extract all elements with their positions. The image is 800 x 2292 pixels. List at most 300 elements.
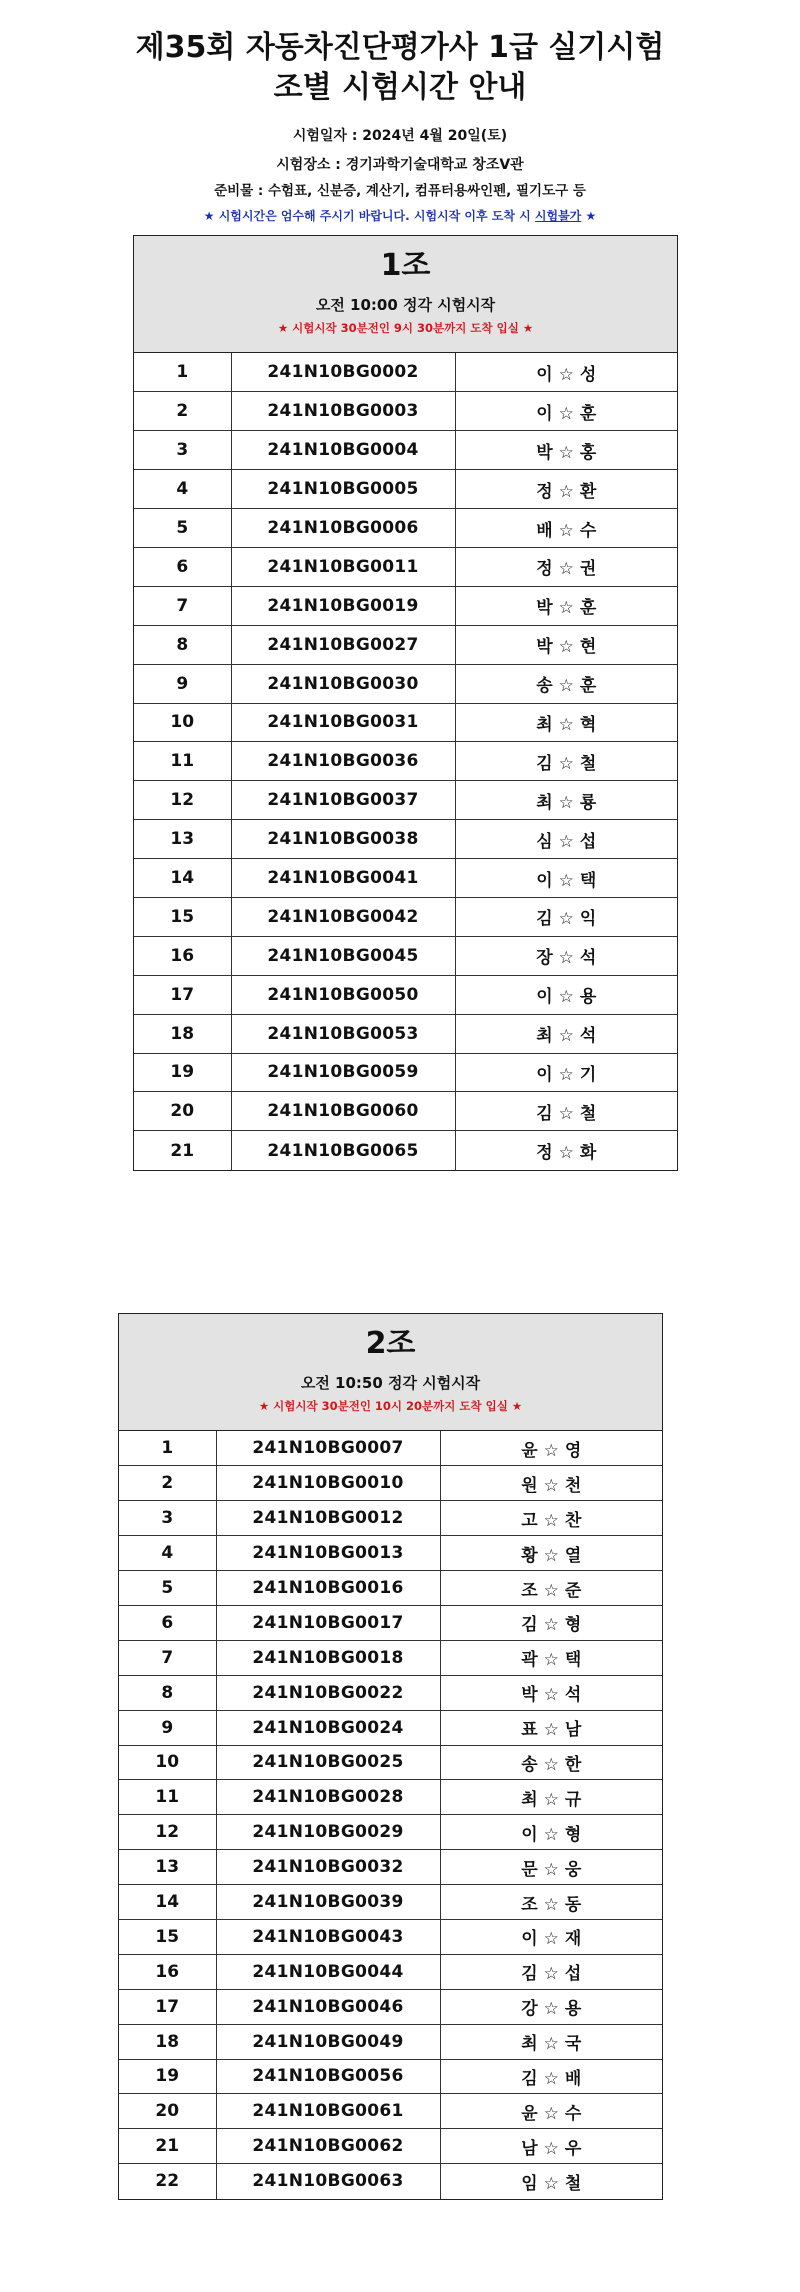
surname: 조: [521, 1580, 538, 1601]
star-icon: ☆: [558, 442, 574, 463]
table-row: [119, 1989, 662, 2024]
surname: 윤: [521, 1440, 538, 1461]
row-number: 7: [134, 586, 231, 625]
star-icon: ☆: [558, 676, 574, 697]
candidate-name: [455, 859, 677, 898]
star-icon: ☆: [558, 753, 574, 774]
candidate-name: [440, 1571, 662, 1606]
candidate-name: [455, 509, 677, 548]
surname: 최: [536, 1026, 553, 1047]
given-name: 용: [564, 1999, 582, 2020]
exam-id: 241N10BG0044: [216, 1954, 440, 1989]
given-name: 동: [564, 1894, 582, 1915]
row-number: 12: [134, 781, 231, 820]
candidate-name: [440, 2094, 662, 2129]
table-row: [119, 1605, 662, 1640]
exam-id: 241N10BG0038: [231, 820, 455, 859]
surname: 최: [521, 2034, 538, 2055]
star-icon: ☆: [558, 870, 574, 891]
surname: 이: [536, 870, 553, 891]
table-row: [119, 2059, 662, 2094]
star-icon: ☆: [543, 1510, 559, 1531]
given-name: 수: [564, 2103, 582, 2124]
star-icon: ☆: [558, 1143, 574, 1163]
punctuality-notice: [0, 207, 800, 225]
surname: 김: [521, 1615, 538, 1636]
star-icon: ☆: [558, 637, 574, 658]
table-row: [134, 1053, 677, 1092]
table-row: [134, 509, 677, 548]
table-row: [134, 742, 677, 781]
row-number: 11: [119, 1780, 216, 1815]
surname: 김: [536, 753, 553, 774]
exam-date: 시험일자 : 2024년 4월 20일(토): [292, 128, 508, 144]
candidate-name: [455, 1131, 677, 1170]
given-name: 익: [579, 909, 597, 930]
exam-id: 241N10BG0013: [216, 1536, 440, 1571]
table-row: [119, 1780, 662, 1815]
given-name: 재: [564, 1929, 582, 1950]
group-header: [134, 236, 677, 353]
row-number: 6: [134, 547, 231, 586]
given-name: 영: [564, 1440, 582, 1461]
star-icon: ☆: [543, 1999, 559, 2020]
star-icon: ☆: [558, 831, 574, 852]
exam-id: 241N10BG0036: [231, 742, 455, 781]
surname: 원: [521, 1475, 538, 1496]
star-icon: ☆: [558, 1103, 574, 1124]
given-name: 기: [579, 1064, 597, 1085]
row-number: 20: [119, 2094, 216, 2129]
candidate-name: [440, 1640, 662, 1675]
exam-id: 241N10BG0037: [231, 781, 455, 820]
table-row: [134, 1131, 677, 1170]
exam-id: 241N10BG0011: [231, 547, 455, 586]
star-icon: ☆: [543, 2138, 559, 2159]
table-row: [119, 2164, 662, 2199]
star-icon: ☆: [543, 1615, 559, 1636]
table-row: [119, 1885, 662, 1920]
given-name: 화: [579, 1143, 597, 1163]
exam-id: 241N10BG0002: [231, 353, 455, 392]
surname: 강: [521, 1999, 538, 2020]
exam-id: 241N10BG0017: [216, 1605, 440, 1640]
roster-table: [119, 1431, 662, 2199]
surname: 최: [536, 714, 553, 735]
table-row: [134, 547, 677, 586]
surname: 최: [521, 1789, 538, 1810]
candidate-name: [440, 2059, 662, 2094]
exam-id: 241N10BG0022: [216, 1675, 440, 1710]
star-icon: ☆: [543, 1475, 559, 1496]
given-name: 룡: [579, 792, 597, 813]
star-icon: ☆: [543, 2103, 559, 2124]
candidate-name: [440, 1989, 662, 2024]
surname: 이: [536, 403, 553, 424]
row-number: 1: [134, 353, 231, 392]
given-name: 찬: [564, 1510, 582, 1531]
exam-id: 241N10BG0032: [216, 1850, 440, 1885]
given-name: 훈: [579, 403, 597, 424]
star-icon: ☆: [558, 987, 574, 1008]
exam-id: 241N10BG0004: [231, 431, 455, 470]
document-subtitle: 조별 시험시간 안내: [273, 70, 527, 105]
row-number: 3: [119, 1501, 216, 1536]
candidate-name: [440, 1745, 662, 1780]
table-row: [134, 392, 677, 431]
exam-id: 241N10BG0028: [216, 1780, 440, 1815]
table-row: [119, 1745, 662, 1780]
surname: 문: [521, 1859, 538, 1880]
candidate-name: [455, 586, 677, 625]
table-row: [119, 1536, 662, 1571]
table-row: [134, 353, 677, 392]
exam-id: 241N10BG0061: [216, 2094, 440, 2129]
candidate-name: [455, 897, 677, 936]
candidate-name: [440, 1501, 662, 1536]
exam-id: 241N10BG0030: [231, 664, 455, 703]
given-name: 용: [579, 987, 597, 1008]
given-name: 홍: [579, 442, 597, 463]
surname: 김: [521, 1964, 538, 1985]
row-number: 21: [119, 2129, 216, 2164]
given-name: 배: [564, 2068, 582, 2089]
star-icon: ☆: [558, 1026, 574, 1047]
star-icon: ☆: [543, 1964, 559, 1985]
row-number: 22: [119, 2164, 216, 2199]
star-icon: ☆: [558, 364, 574, 385]
exam-id: 241N10BG0024: [216, 1710, 440, 1745]
exam-id: 241N10BG0039: [216, 1885, 440, 1920]
given-name: 천: [564, 1475, 582, 1496]
exam-id: 241N10BG0065: [231, 1131, 455, 1170]
surname: 황: [521, 1545, 538, 1566]
table-row: [134, 936, 677, 975]
candidate-name: [440, 1710, 662, 1745]
star-icon: ☆: [558, 520, 574, 541]
star-icon: ☆: [543, 1650, 559, 1671]
row-number: 4: [134, 470, 231, 509]
table-row: [119, 2129, 662, 2164]
row-number: 11: [134, 742, 231, 781]
given-name: 웅: [564, 1859, 582, 1880]
surname: 윤: [521, 2103, 538, 2124]
candidate-name: [440, 1954, 662, 1989]
exam-id: 241N10BG0060: [231, 1092, 455, 1131]
surname: 최: [536, 792, 553, 813]
star-icon: ☆: [543, 1440, 559, 1461]
surname: 송: [536, 676, 553, 697]
star-icon: ☆: [543, 2068, 559, 2089]
given-name: 철: [579, 1103, 597, 1124]
table-row: [134, 431, 677, 470]
surname: 이: [536, 1064, 553, 1085]
surname: 김: [536, 1103, 553, 1124]
row-number: 7: [119, 1640, 216, 1675]
candidate-name: [440, 1466, 662, 1501]
table-row: [134, 625, 677, 664]
star-icon: ☆: [543, 1580, 559, 1601]
row-number: 8: [134, 625, 231, 664]
row-number: 19: [119, 2059, 216, 2094]
row-number: 4: [119, 1536, 216, 1571]
candidate-name: [455, 547, 677, 586]
candidate-name: [440, 1815, 662, 1850]
star-icon: ☆: [543, 1789, 559, 1810]
candidate-name: [440, 2129, 662, 2164]
row-number: 5: [119, 1571, 216, 1606]
table-row: [119, 1466, 662, 1501]
star-icon: ☆: [558, 598, 574, 619]
exam-id: 241N10BG0042: [231, 897, 455, 936]
exam-id: 241N10BG0016: [216, 1571, 440, 1606]
star-icon: ☆: [543, 1824, 559, 1845]
row-number: 13: [119, 1850, 216, 1885]
given-name: 국: [564, 2034, 582, 2055]
document-title: 제35회 자동차진단평가사 1급 실기시험: [135, 30, 665, 65]
given-name: 한: [564, 1754, 582, 1775]
given-name: 섭: [564, 1964, 582, 1985]
notice-suffix: ★: [581, 209, 597, 223]
candidate-name: [455, 392, 677, 431]
star-icon: ☆: [543, 1754, 559, 1775]
table-row: [134, 859, 677, 898]
table-row: [134, 781, 677, 820]
candidate-name: [440, 2164, 662, 2199]
row-number: 2: [134, 392, 231, 431]
exam-id: 241N10BG0053: [231, 1014, 455, 1053]
given-name: 택: [579, 870, 597, 891]
given-name: 혁: [579, 714, 597, 735]
candidate-name: [455, 1053, 677, 1092]
table-row: [134, 897, 677, 936]
table-row: [134, 703, 677, 742]
exam-id: 241N10BG0027: [231, 625, 455, 664]
candidate-name: [455, 703, 677, 742]
candidate-name: [440, 1675, 662, 1710]
given-name: 석: [564, 1685, 582, 1706]
exam-id: 241N10BG0050: [231, 975, 455, 1014]
star-icon: ☆: [558, 909, 574, 930]
exam-id: 241N10BG0046: [216, 1989, 440, 2024]
given-name: 권: [579, 559, 597, 580]
candidate-name: [455, 664, 677, 703]
exam-id: 241N10BG0062: [216, 2129, 440, 2164]
row-number: 15: [134, 897, 231, 936]
exam-place: 시험장소 : 경기과학기술대학교 창조V관: [276, 157, 524, 173]
surname: 김: [536, 909, 553, 930]
given-name: 우: [564, 2138, 582, 2159]
star-icon: ☆: [558, 559, 574, 580]
candidate-name: [440, 1431, 662, 1466]
candidate-name: [455, 742, 677, 781]
star-icon: ☆: [558, 714, 574, 735]
exam-id: 241N10BG0059: [231, 1053, 455, 1092]
surname: 임: [521, 2173, 538, 2194]
surname: 이: [536, 987, 553, 1008]
row-number: 10: [119, 1745, 216, 1780]
given-name: 남: [564, 1720, 582, 1741]
exam-id: 241N10BG0007: [216, 1431, 440, 1466]
candidate-name: [455, 1092, 677, 1131]
surname: 곽: [521, 1650, 538, 1671]
star-icon: ☆: [543, 1545, 559, 1566]
star-icon: ☆: [558, 403, 574, 424]
given-name: 형: [564, 1824, 582, 1845]
exam-id: 241N10BG0012: [216, 1501, 440, 1536]
exam-id: 241N10BG0031: [231, 703, 455, 742]
candidate-name: [440, 1780, 662, 1815]
exam-id: 241N10BG0063: [216, 2164, 440, 2199]
table-row: [119, 2024, 662, 2059]
exam-id: 241N10BG0006: [231, 509, 455, 548]
given-name: 석: [579, 948, 597, 969]
candidate-name: [440, 2024, 662, 2059]
row-number: 12: [119, 1815, 216, 1850]
star-icon: ☆: [543, 2173, 559, 2194]
group-start-time: 오전 10:50 정각 시험시작: [300, 1374, 481, 1392]
row-number: 15: [119, 1919, 216, 1954]
row-number: 20: [134, 1092, 231, 1131]
row-number: 14: [134, 859, 231, 898]
given-name: 성: [579, 364, 597, 385]
candidate-name: [440, 1919, 662, 1954]
given-name: 택: [564, 1650, 582, 1671]
surname: 정: [536, 481, 553, 502]
candidate-name: [440, 1850, 662, 1885]
star-icon: ☆: [558, 792, 574, 813]
given-name: 수: [579, 520, 597, 541]
exam-id: 241N10BG0045: [231, 936, 455, 975]
row-number: 2: [119, 1466, 216, 1501]
given-name: 준: [564, 1580, 582, 1601]
candidate-name: [455, 975, 677, 1014]
notice-underlined: 시험불가: [534, 209, 582, 223]
table-row: [119, 1919, 662, 1954]
surname: 박: [536, 598, 553, 619]
row-number: 16: [134, 936, 231, 975]
candidate-name: [455, 431, 677, 470]
row-number: 18: [134, 1014, 231, 1053]
candidate-name: [455, 353, 677, 392]
exam-id: 241N10BG0029: [216, 1815, 440, 1850]
candidate-name: [455, 625, 677, 664]
star-icon: ☆: [558, 1064, 574, 1085]
exam-id: 241N10BG0025: [216, 1745, 440, 1780]
row-number: 5: [134, 509, 231, 548]
surname: 정: [536, 1143, 553, 1163]
table-row: [134, 820, 677, 859]
given-name: 규: [564, 1789, 582, 1810]
group-arrival-note: ★ 시험시작 30분전인 9시 30분까지 도착 입실 ★: [277, 321, 534, 335]
row-number: 9: [134, 664, 231, 703]
group-header: [119, 1314, 662, 1431]
star-icon: ☆: [543, 1859, 559, 1880]
row-number: 13: [134, 820, 231, 859]
surname: 박: [521, 1685, 538, 1706]
candidate-name: [440, 1885, 662, 1920]
row-number: 10: [134, 703, 231, 742]
exam-id: 241N10BG0019: [231, 586, 455, 625]
table-row: [119, 1815, 662, 1850]
exam-id: 241N10BG0018: [216, 1640, 440, 1675]
given-name: 석: [579, 1026, 597, 1047]
row-number: 3: [134, 431, 231, 470]
exam-id: 241N10BG0003: [231, 392, 455, 431]
surname: 송: [521, 1754, 538, 1775]
candidate-name: [440, 1536, 662, 1571]
row-number: 1: [119, 1431, 216, 1466]
star-icon: ☆: [543, 1894, 559, 1915]
row-number: 17: [134, 975, 231, 1014]
exam-supplies: 준비물 : 수험표, 신분증, 계산기, 컴퓨터용싸인펜, 필기도구 등: [214, 183, 586, 199]
given-name: 형: [564, 1615, 582, 1636]
group-1-roster: [133, 235, 678, 1171]
table-row: [119, 1850, 662, 1885]
table-row: [119, 1501, 662, 1536]
row-number: 21: [134, 1131, 231, 1170]
row-number: 16: [119, 1954, 216, 1989]
surname: 표: [521, 1720, 538, 1741]
group-name: 1조: [380, 248, 431, 283]
exam-id: 241N10BG0049: [216, 2024, 440, 2059]
given-name: 철: [564, 2173, 582, 2194]
given-name: 철: [579, 753, 597, 774]
surname: 이: [536, 364, 553, 385]
table-row: [134, 586, 677, 625]
exam-id: 241N10BG0041: [231, 859, 455, 898]
table-row: [134, 1092, 677, 1131]
exam-id: 241N10BG0010: [216, 1466, 440, 1501]
table-row: [119, 1954, 662, 1989]
star-icon: ☆: [558, 481, 574, 502]
row-number: 19: [134, 1053, 231, 1092]
star-icon: ☆: [543, 2034, 559, 2055]
table-row: [119, 1640, 662, 1675]
surname: 박: [536, 442, 553, 463]
exam-id: 241N10BG0005: [231, 470, 455, 509]
given-name: 현: [579, 637, 597, 658]
table-row: [119, 2094, 662, 2129]
given-name: 훈: [579, 676, 597, 697]
given-name: 훈: [579, 598, 597, 619]
group-2-roster: [118, 1313, 663, 2200]
table-row: [134, 664, 677, 703]
surname: 김: [521, 2068, 538, 2089]
row-number: 17: [119, 1989, 216, 2024]
surname: 정: [536, 559, 553, 580]
surname: 박: [536, 637, 553, 658]
star-icon: ☆: [543, 1929, 559, 1950]
table-row: [119, 1710, 662, 1745]
row-number: 8: [119, 1675, 216, 1710]
given-name: 환: [579, 481, 597, 502]
row-number: 14: [119, 1885, 216, 1920]
exam-id: 241N10BG0056: [216, 2059, 440, 2094]
roster-table: [134, 353, 677, 1170]
candidate-name: [440, 1605, 662, 1640]
notice-prefix: ★ 시험시간은 엄수해 주시기 바랍니다. 시험시작 이후 도착 시: [203, 209, 535, 223]
group-name: 2조: [365, 1326, 416, 1361]
candidate-name: [455, 820, 677, 859]
group-start-time: 오전 10:00 정각 시험시작: [315, 296, 496, 314]
given-name: 섭: [579, 831, 597, 852]
exam-id: 241N10BG0043: [216, 1919, 440, 1954]
surname: 장: [536, 948, 553, 969]
table-row: [119, 1431, 662, 1466]
star-icon: ☆: [558, 948, 574, 969]
table-row: [119, 1571, 662, 1606]
